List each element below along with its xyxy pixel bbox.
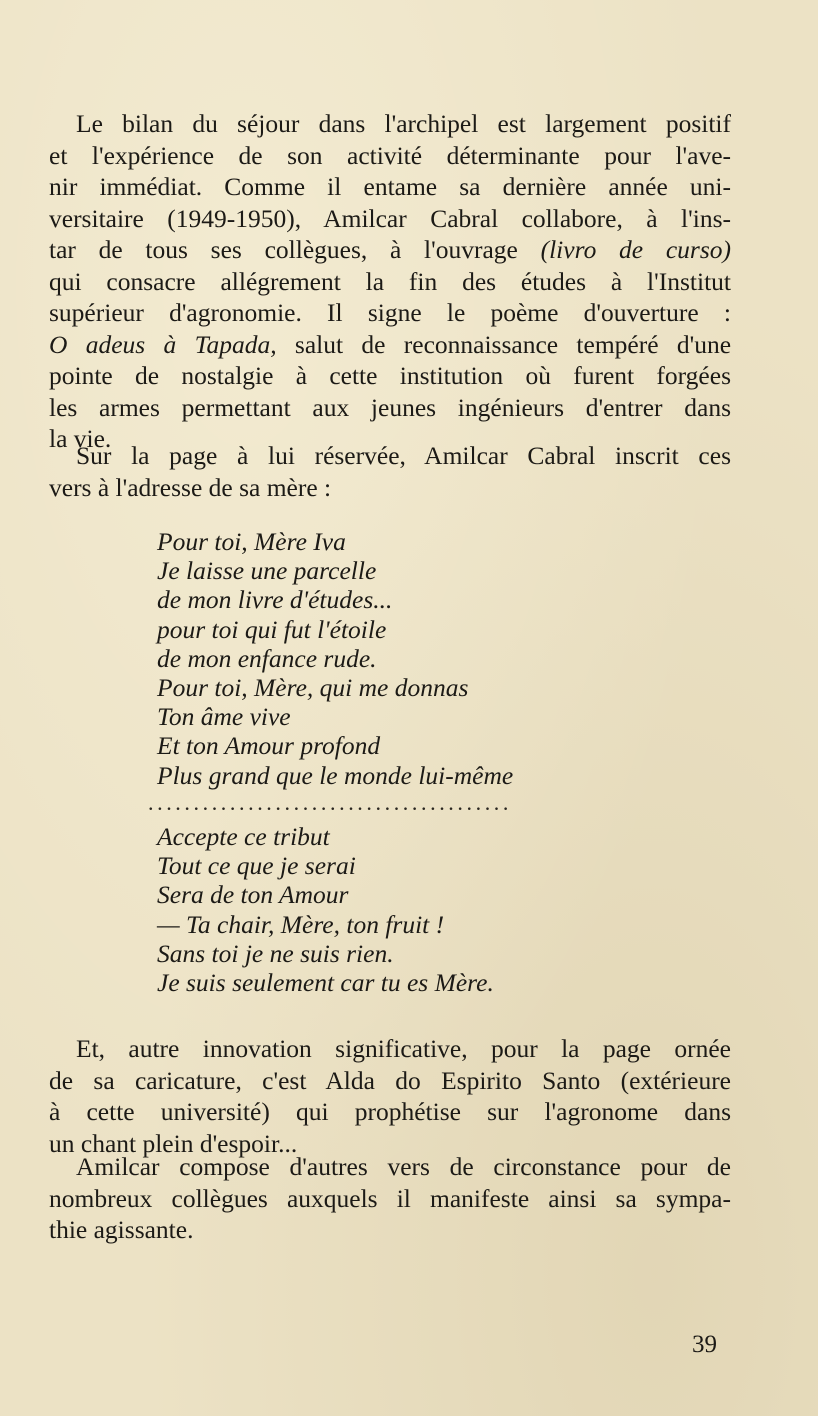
text-line: les armes permettant aux jeunes ingénieurs d'entrer dans bbox=[49, 392, 731, 422]
poem-line: de mon livre d'études... bbox=[157, 585, 393, 615]
text-line: Amilcar compose d'autres vers de circonstance pour de bbox=[76, 1152, 731, 1181]
poem-line: Pour toi, Mère Iva bbox=[157, 527, 346, 556]
text-line: vers à l'adresse de sa mère : bbox=[49, 472, 332, 502]
text-line: à cette université) qui prophétise sur l'agronome dans bbox=[49, 1097, 731, 1126]
text-line: la vie. bbox=[49, 424, 112, 453]
text-line: Et, autre innovation significative, pour la page ornée bbox=[76, 1034, 731, 1063]
poem-line: Sans toi je ne suis rien. bbox=[157, 938, 394, 968]
poem-line: Pour toi, Mère, qui me donnas bbox=[157, 673, 469, 703]
italic-title: (livro de curso) bbox=[540, 235, 732, 264]
paragraph-4 bbox=[49, 1151, 731, 1246]
text-line: Sur la page à lui réservée, Amilcar Cabral inscrit ces bbox=[76, 441, 731, 470]
poem-line: pour toi qui fut l'étoile bbox=[157, 614, 387, 644]
text-line: thie agissante. bbox=[49, 1215, 194, 1244]
poem-ellipsis-line: ........................................ bbox=[148, 790, 512, 815]
text-segment: salut de reconnaissance tempéré d'une bbox=[294, 329, 732, 359]
poem-line: Plus grand que le monde lui-même bbox=[157, 760, 514, 790]
poem-line: — Ta chair, Mère, ton fruit ! bbox=[157, 909, 445, 939]
paragraph-3 bbox=[49, 1033, 731, 1159]
poem-line: Tout ce que je serai bbox=[157, 851, 356, 881]
poem-line: Accepte ce tribut bbox=[157, 822, 330, 851]
text-segment: tar de tous ses collègues, à l'ouvrage bbox=[49, 235, 518, 264]
text-line-mixed bbox=[49, 234, 731, 266]
poem-stanza-2 bbox=[157, 822, 717, 997]
poem-stanza-1 bbox=[157, 527, 717, 790]
text-line: qui consacre allégrement la fin des études à l'Institut bbox=[49, 266, 731, 296]
text-line: Le bilan du séjour dans l'archipel est largement positif bbox=[76, 109, 731, 138]
text-line: nir immédiat. Comme il entame sa dernière année uni- bbox=[49, 172, 731, 201]
poem-line: Je laisse une parcelle bbox=[157, 556, 377, 586]
text-line: pointe de nostalgie à cette institution où furent forgées bbox=[49, 361, 731, 390]
paragraph-1 bbox=[49, 108, 731, 455]
text-line: et l'expérience de son activité déterminante pour l'ave- bbox=[49, 140, 731, 170]
poem-line: Sera de ton Amour bbox=[157, 880, 349, 910]
text-line: un chant plein d'espoir... bbox=[49, 1128, 298, 1158]
poem-line: Et ton Amour profond bbox=[157, 731, 381, 761]
text-line: supérieur d'agronomie. Il signe le poème d'ouverture : bbox=[49, 298, 731, 327]
italic-title: O adeus à Tapada, bbox=[49, 329, 277, 359]
page-number: 39 bbox=[692, 1331, 717, 1358]
paragraph-2 bbox=[49, 440, 731, 503]
poem-line: Ton âme vive bbox=[157, 702, 291, 732]
text-line: de sa caricature, c'est Alda do Espirito Santo (extérieure bbox=[49, 1065, 731, 1095]
text-line: versitaire (1949-1950), Amilcar Cabral collabore, à l'ins- bbox=[49, 203, 731, 233]
poem-line: Je suis seulement car tu es Mère. bbox=[157, 968, 494, 998]
text-line: nombreux collègues auxquels il manifeste ainsi sa sympa- bbox=[49, 1183, 731, 1213]
poem-line: de mon enfance rude. bbox=[157, 643, 377, 673]
text-line-mixed bbox=[49, 329, 731, 361]
